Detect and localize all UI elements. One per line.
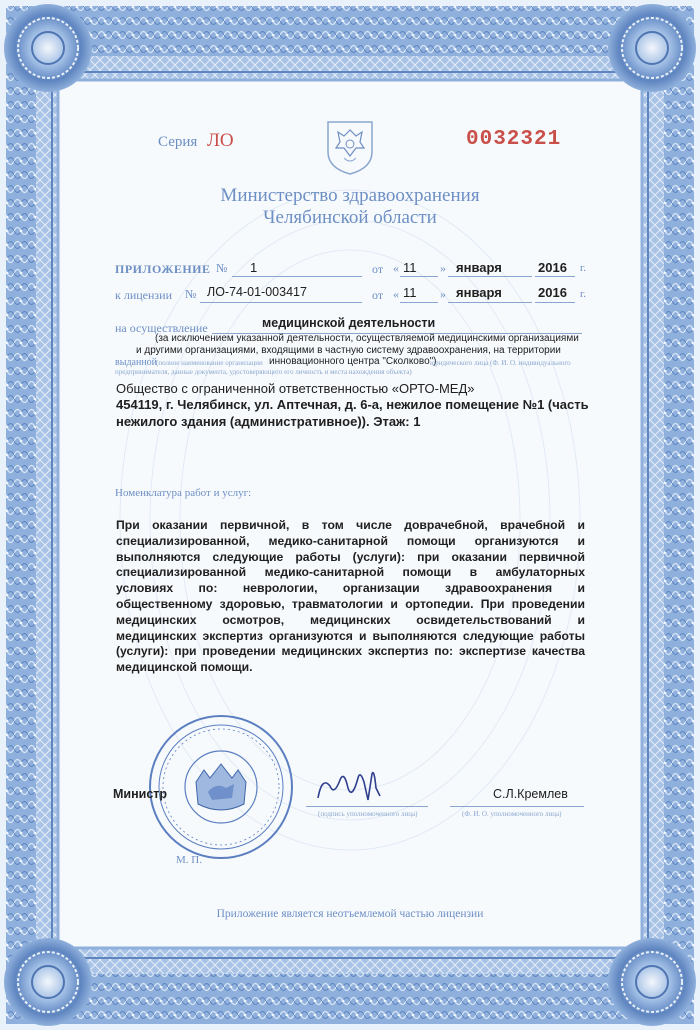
nomenclature-line: выполняются следующие работы (услуги): при оказании первичной (116, 549, 585, 564)
footer-note: Приложение является неотъемлемой частью лицензии (216, 908, 484, 920)
licensee-name: Общество с ограниченной ответственностью «ОРТО-МЕД» (116, 381, 475, 396)
corner-rosette (608, 4, 696, 92)
appendix-year: 2016 (538, 260, 567, 275)
appendix-label: ПРИЛОЖЕНИЕ (115, 262, 211, 276)
license-year-suffix: г. (580, 288, 587, 300)
license-number: ЛО-74-01-003417 (207, 285, 307, 299)
licensee-address-line2: нежилого здания (административное)). Этаж: 1 (116, 414, 421, 429)
license-from-label: от (372, 288, 384, 302)
nomenclature-line: общественному здоровью, травматологии и ортопедии. При проведении (116, 596, 585, 611)
coat-of-arms-icon (324, 118, 376, 176)
handwritten-signature (310, 760, 390, 810)
tiny-caption-1b: юридического лица (Ф. И. О. индивидуального (430, 359, 571, 367)
nomenclature-label: Номенклатура работ и услуг: (115, 487, 252, 499)
appendix-month: января (456, 260, 502, 275)
form-number: 0032321 (466, 128, 562, 151)
license-number-sign: № (185, 287, 197, 301)
nomenclature-line: (услуги): при проведении медицинских экспертиз по: экспертизе качества (116, 644, 585, 659)
appendix-number: 1 (250, 260, 258, 275)
signatory-name: С.Л.Кремлев (493, 787, 568, 801)
name-caption: (Ф. И. О. уполномоченного лица) (462, 810, 562, 818)
license-day: 11 (403, 285, 417, 300)
nomenclature-line: медицинских осмотров, медицинских освидетельствований и (116, 612, 585, 627)
signature-caption: (подпись уполномоченного лица) (318, 810, 418, 818)
series-value: ЛО (207, 130, 234, 151)
issuing-authority-line2: Челябинской области (263, 207, 437, 228)
nomenclature-line: условиях по: неврологии, организации здравоохранения и (116, 581, 585, 596)
activity-value: медицинской деятельности (262, 316, 436, 330)
nomenclature-line: специализированной медико-санитарной помощи в амбулаторных (116, 565, 585, 580)
appendix-year-suffix: г. (580, 262, 587, 274)
issuing-authority-line1: Министерство здравоохранения (220, 185, 480, 206)
corner-rosette (608, 938, 696, 1026)
appendix-from-label: от (372, 262, 384, 276)
licensee-address-line1: 454119, г. Челябинск, ул. Аптечная, д. 6-а, нежилое помещение №1 (часть (116, 397, 589, 412)
nomenclature-last-line: медицинской помощи. (116, 660, 253, 675)
corner-rosette (4, 938, 92, 1026)
tiny-caption-1a: (полное наименование организации (156, 359, 263, 367)
license-year: 2016 (538, 285, 567, 300)
series-label: Серия (158, 134, 198, 150)
activity-note-line2: и другими организациями, входящими в частную систему здравоохранения, на территории (136, 345, 561, 356)
tiny-caption-2: предпринимателя, данные документа, удостоверяющего его личность и места нахождения объекта) (115, 368, 412, 376)
activity-note-line3: инновационного центра "Сколково") (269, 356, 437, 367)
license-month: января (456, 285, 502, 300)
activity-label: на осуществление (115, 321, 208, 335)
nomenclature-text (116, 518, 585, 676)
license-appendix-sheet: Серия ЛО 0032321 Министерство здравоохранения Челябинской области ПРИЛОЖЕНИЕ № 1 от « 11 » января 2016 г. к лицензии № ЛО-74-01-003417 от « 11 » января 2016 г. на осуществление медицинской деятельности (за исключением указанной деятельности, осуществляемой медицинскими организациями и другими организациями, входящими в частную систему здравоохранения, на территории выданной (полное наименование организации инновационного центра "Сколково") юридического лица (Ф. И. О. индивидуального предпринимателя, данные документа, удостоверяющего его личность и места нахождения объекта) Общество с ограниченной ответственностью «ОРТО-МЕД» 454119, г. Челябинск, ул. Аптечная, д. 6-а, нежилое помещение №1 (часть нежилого здания (административное)). Этаж: 1 Номенклатура работ и услуг: При оказании первичной, в том числе доврачебной, врачебной и специализированной, медико-санитарной помощи организуются и выполняются следующие работы (услуги): при оказании первичной специализированной медико-санитарной помощи в амбулаторных условиях по: неврологии, организации здравоохранения и общественному здоровью, травматологии и ортопедии. При проведении медицинских осмотров, медицинских освидетельствований и медицинских экспертиз организуются и выполняются следующие работы (услуги): при проведении медицинских экспертиз по: экспертизе качества медицинской помощи. Министр (подпись уполномоченного лица) С.Л.Кремлев (Ф. И. О. уполномоченного лица) М. П. Приложение является неотъемлемой частью лицензии (0, 0, 700, 1030)
nomenclature-line: медицинских экспертиз организуются и выполняются следующие работы (116, 628, 585, 643)
appendix-day: 11 (403, 260, 417, 275)
signatory-position: Министр (113, 787, 168, 801)
official-seal (146, 712, 296, 862)
license-label: к лицензии (115, 288, 172, 302)
issued-label: выданной (115, 357, 158, 368)
corner-rosette (4, 4, 92, 92)
nomenclature-line: При оказании первичной, в том числе доврачебной, врачебной и (116, 518, 585, 532)
appendix-number-sign: № (216, 261, 228, 275)
seal-place-mark: М. П. (176, 854, 202, 866)
activity-note-line1: (за исключением указанной деятельности, осуществляемой медицинскими организациями (155, 333, 579, 344)
nomenclature-line: специализированной, медико-санитарной помощи организуются и (116, 533, 585, 548)
